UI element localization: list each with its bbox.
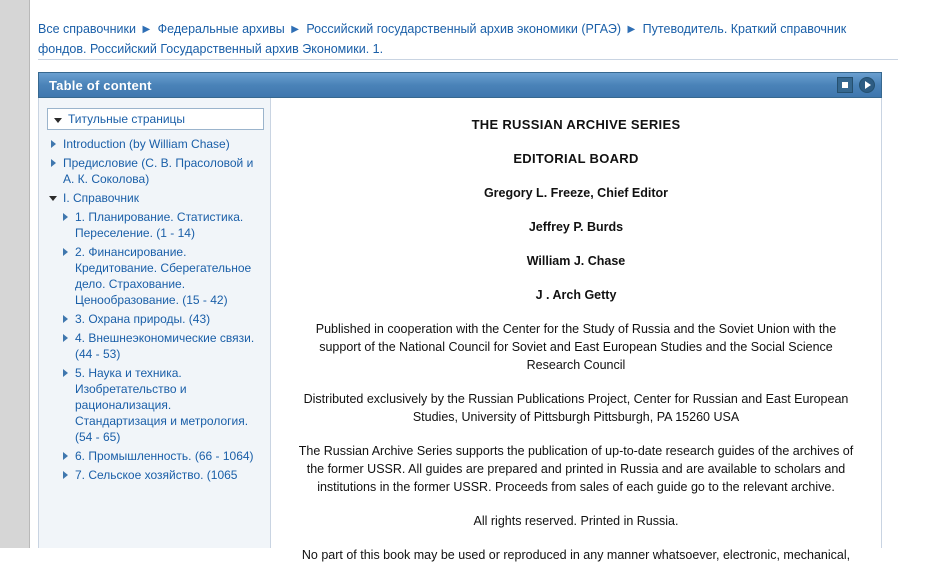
breadcrumb-divider: [38, 59, 898, 60]
toc-header-bar: [38, 72, 882, 98]
toc-item-label: Introduction (by William Chase): [63, 137, 230, 151]
toc-item-label: 4. Внешнеэкономические связи. (44 - 53): [75, 331, 255, 361]
content-area: [38, 98, 882, 562]
document-paragraph-2: Distributed exclusively by the Russian Publications Project, Center for Russian and East European Studies, University of Pittsburgh Pittsburgh, PA 15260 USA: [303, 392, 849, 424]
toc-item-section-7[interactable]: [47, 467, 264, 483]
toc-item-label: 3. Охрана природы. (43): [75, 312, 211, 326]
stop-icon[interactable]: [837, 77, 853, 93]
breadcrumb-item-3[interactable]: Путеводитель. Краткий справочник фондов. Российский Государственный архив Экономики. 1.: [38, 22, 847, 56]
document-paragraph-3: The Russian Archive Series supports the publication of up-to-date research guides of the archives of the former USSR. All guides are prepared and printed in Russia and are available to scholars and institutions in the former USSR. Proceeds from sales of each guide go to the relevant archive.: [298, 444, 854, 494]
breadcrumb-item-0[interactable]: Все справочники: [38, 22, 136, 36]
toc-item-preface[interactable]: [47, 155, 264, 187]
toc-item-section-4[interactable]: [47, 330, 264, 362]
document-title: THE RUSSIAN ARCHIVE SERIES: [471, 117, 681, 132]
toc-root-item[interactable]: [47, 108, 264, 130]
toc-panel[interactable]: [39, 98, 271, 548]
document-pane: [271, 98, 881, 562]
breadcrumb: [38, 20, 898, 59]
toc-item-spravochnik[interactable]: [47, 190, 264, 206]
toc-item-section-2[interactable]: [47, 244, 264, 308]
toc-item-label: Предисловие (С. В. Прасоловой и А. К. Соколова): [63, 156, 254, 186]
play-glyph: [865, 81, 871, 89]
breadcrumb-separator-icon: ▶: [291, 24, 299, 35]
toc-item-section-5[interactable]: [47, 365, 264, 445]
editorial-board-heading: EDITORIAL BOARD: [513, 151, 639, 166]
toc-item-section-6[interactable]: [47, 448, 264, 464]
breadcrumb-item-2[interactable]: Российский государственный архив экономики (РГАЭ): [306, 22, 621, 36]
breadcrumb-separator-icon: ▶: [627, 24, 636, 35]
toc-list: [47, 136, 264, 483]
toc-header-title: Table of content: [49, 77, 152, 93]
editor-chief: Gregory L. Freeze, Chief Editor: [483, 186, 669, 200]
document-paragraph-4: No part of this book may be used or reproduced in any manner whatsoever, electronic, mechanical,: [301, 548, 851, 562]
toc-item-introduction[interactable]: [47, 136, 264, 152]
top-strip: [30, 0, 935, 14]
toc-item-label: 7. Сельское хозяйство. (1065: [75, 468, 238, 482]
toc-item-label: 6. Промышленность. (66 - 1064): [75, 449, 254, 463]
editor-getty: J . Arch Getty: [535, 288, 617, 302]
editor-chase: William J. Chase: [526, 254, 626, 268]
toc-item-section-1[interactable]: [47, 209, 264, 241]
toc-item-label: 5. Наука и техника. Изобретательство и рационализация. Стандартизация и метрология. (54 - 65): [75, 366, 249, 444]
toc-root-label: Титульные страницы: [68, 112, 186, 126]
document-paragraph-1: Published in cooperation with the Center for the Study of Russia and the Soviet Union with the support of the National Council for Soviet and East European Studies and the Social Science Research Council: [315, 322, 837, 372]
left-rail: [0, 0, 30, 548]
editor-burds: Jeffrey P. Burds: [528, 220, 624, 234]
document-rights-note: All rights reserved. Printed in Russia.: [473, 514, 679, 528]
toc-item-label: 2. Финансирование. Кредитование. Сберегательное дело. Страхование. Ценообразование. (15 - 42): [75, 245, 252, 307]
stop-glyph: [842, 82, 848, 88]
toc-item-label: I. Справочник: [63, 191, 139, 205]
breadcrumb-item-1[interactable]: Федеральные архивы: [157, 22, 285, 36]
play-icon[interactable]: [859, 77, 875, 93]
breadcrumb-separator-icon: ▶: [142, 24, 151, 35]
toc-item-section-3[interactable]: [47, 311, 264, 327]
toc-item-label: 1. Планирование. Статистика. Переселение. (1 - 14): [75, 210, 244, 240]
